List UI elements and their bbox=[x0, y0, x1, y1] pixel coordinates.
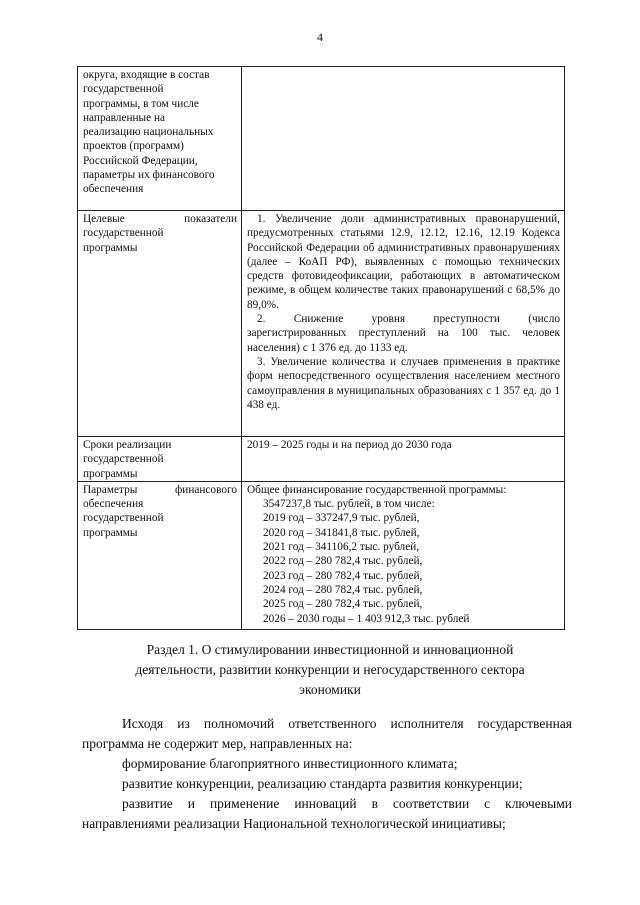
financing-line: 3547237,8 тыс. рублей, в том числе: bbox=[263, 498, 435, 511]
financing-label-line: Параметры финансового bbox=[83, 483, 237, 496]
section-title bbox=[100, 640, 560, 700]
timeline-value-cell: 2019 – 2025 годы и на период до 2030 года bbox=[242, 437, 565, 482]
budget-label-line: направленные на bbox=[83, 111, 166, 124]
budget-label-line: программы, в том числе bbox=[83, 97, 199, 110]
timeline-label-line: программы bbox=[83, 467, 138, 480]
page-number: 4 bbox=[317, 30, 323, 44]
timeline-label-line: государственной bbox=[83, 453, 164, 466]
indicator-item: 1. Увеличение доли административных правонарушений, предусмотренных статьями 12.9, 12.12, 12.16, 12.19 Кодекса Российской Федерации об административных правонарушениях (далее – КоАП РФ), выявленных с помощью технических средств фотовидеофиксации, работающих в автоматическом режиме, в общем количестве таких правонарушений с 68,5% до 89,0%. bbox=[247, 213, 560, 311]
indicator-item: 2. Снижение уровня преступности (число зарегистрированных преступлений на 100 тыс. человек населения) с 1 376 ед. до 1133 ед. bbox=[247, 313, 560, 354]
body-list-item: формирование благоприятного инвестиционного климата; bbox=[122, 756, 458, 771]
budget-label-line: государственной bbox=[83, 83, 164, 96]
timeline-label-line: Сроки реализации bbox=[83, 439, 172, 451]
financing-line: 2019 год – 337247,9 тыс. рублей, bbox=[263, 512, 420, 525]
financing-label-cell bbox=[78, 481, 242, 629]
indicators-label-line: программы bbox=[83, 241, 138, 254]
budget-label-line: Российской Федерации, bbox=[83, 154, 198, 167]
financing-line: 2020 год – 341841,8 тыс. рублей, bbox=[263, 526, 420, 539]
financing-line: 2025 год – 280 782,4 тыс. рублей, bbox=[263, 598, 423, 611]
body-list-item: развитие конкуренции, реализацию стандарта развития конкуренции; bbox=[122, 776, 523, 791]
financing-line: 2024 год – 280 782,4 тыс. рублей, bbox=[263, 583, 423, 596]
financing-line: 2023 год – 280 782,4 тыс. рублей, bbox=[263, 569, 423, 582]
financing-label-line: обеспечения bbox=[83, 498, 144, 511]
budget-label-line: округа, входящие в состав bbox=[83, 69, 210, 81]
table-row-timeline bbox=[78, 437, 565, 482]
table-row-budget bbox=[78, 67, 565, 211]
section-title-line: экономики bbox=[299, 682, 361, 697]
indicators-value-cell bbox=[242, 211, 565, 437]
section-title-line: Раздел 1. О стимулировании инвестиционной и инновационной bbox=[146, 642, 514, 657]
indicators-label-cell bbox=[78, 211, 242, 437]
budget-label-line: параметры их финансового bbox=[83, 169, 215, 182]
indicators-label-line: государственной bbox=[83, 227, 164, 240]
indicator-item: 3. Увеличение количества и случаев применения в практике форм непосредственного осуществления населением местного самоуправления в муниципальных образованиях с 1 357 ед. до 1 438 ед. bbox=[247, 355, 560, 411]
financing-line: 2022 год – 280 782,4 тыс. рублей, bbox=[263, 555, 423, 568]
program-passport-table bbox=[77, 66, 565, 630]
body-list-item: развитие и применение инноваций в соответствии с ключевыми направлениями реализации Национальной технологической инициативы; bbox=[82, 796, 572, 831]
table-row-financing bbox=[78, 481, 565, 629]
indicators-label-line: Целевые показатели bbox=[83, 213, 237, 225]
budget-label-line: проектов (программ) bbox=[83, 140, 184, 153]
financing-label-line: государственной bbox=[83, 512, 164, 525]
budget-label-cell bbox=[78, 67, 242, 211]
section-body bbox=[82, 714, 572, 834]
budget-value-cell bbox=[242, 67, 565, 211]
financing-line: 2021 год – 341106,2 тыс. рублей, bbox=[263, 541, 420, 554]
body-intro: Исходя из полномочий ответственного исполнителя государственная программа не содержит мер, направленных на: bbox=[82, 716, 572, 751]
budget-label-line: реализацию национальных bbox=[83, 126, 214, 139]
financing-value-cell bbox=[242, 481, 565, 629]
financing-line: 2026 – 2030 годы – 1 403 912,3 тыс. рублей bbox=[263, 612, 470, 625]
financing-total: Общее финансирование государственной программы: bbox=[247, 483, 507, 496]
section-title-line: деятельности, развитии конкуренции и негосударственного сектора bbox=[135, 662, 525, 677]
timeline-label-cell bbox=[78, 437, 242, 482]
financing-label-line: программы bbox=[83, 526, 138, 539]
budget-label-line: обеспечения bbox=[83, 183, 144, 196]
table-row-indicators bbox=[78, 211, 565, 437]
